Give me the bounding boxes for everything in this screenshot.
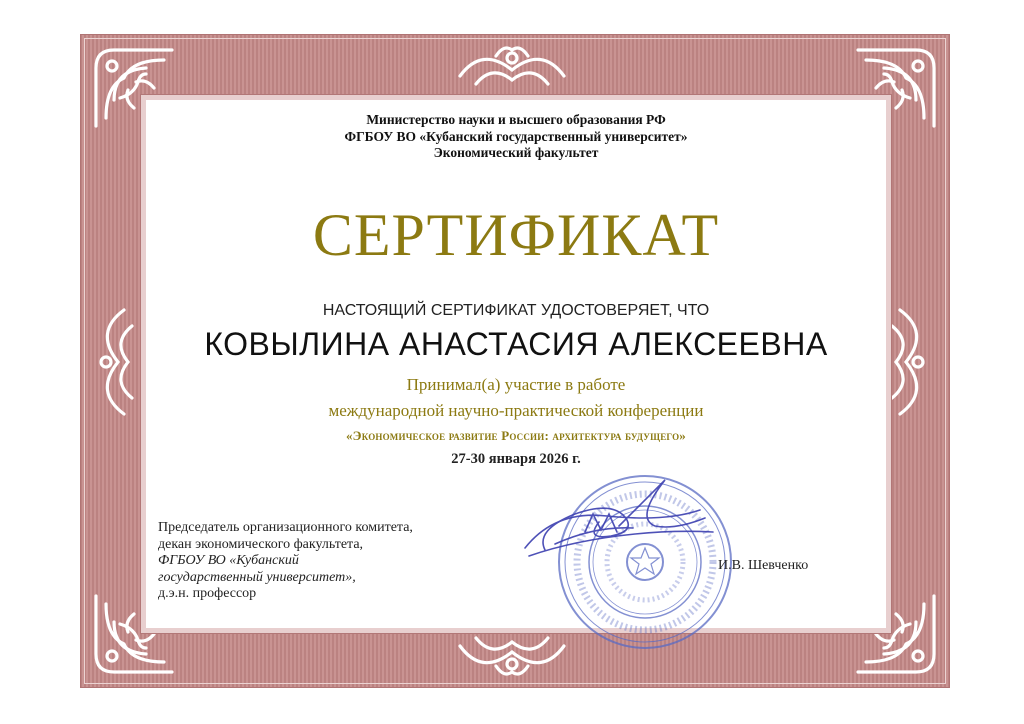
- participation-text: [146, 372, 886, 424]
- faculty-line: Экономический факультет: [433, 145, 599, 160]
- ornament-edge-icon: [84, 302, 144, 422]
- signatory-line-2: декан экономического факультета,: [158, 536, 364, 552]
- signatory-line-4: государственный университет»,: [158, 569, 356, 585]
- handwritten-signature: [515, 470, 715, 580]
- signatory-name: И.В. Шевченко: [718, 558, 809, 573]
- participation-line-1: Принимал(а) участие в работе: [406, 375, 626, 394]
- signatory-block: [158, 520, 413, 603]
- signatory-line-5: д.э.н. профессор: [158, 586, 257, 601]
- signatory-line-3: ФГБОУ ВО «Кубанский: [158, 553, 299, 568]
- recipient-name: КОВЫЛИНА АНАСТАСИЯ АЛЕКСЕЕВНА: [204, 326, 828, 362]
- certificate-title: СЕРТИФИКАТ: [312, 202, 720, 268]
- ornament-edge-icon: [880, 302, 940, 422]
- conference-dates: 27-30 января 2026 г.: [451, 451, 581, 467]
- university-line: ФГБОУ ВО «Кубанский государственный университет»: [344, 128, 688, 144]
- conference-name: «Экономическое развитие России: архитектура будущего»: [345, 428, 687, 443]
- certifies-text: НАСТОЯЩИЙ СЕРТИФИКАТ УДОСТОВЕРЯЕТ, ЧТО: [322, 302, 710, 319]
- participation-line-2: международной научно-практической конференции: [328, 401, 704, 420]
- signatory-line-1: Председатель организационного комитета,: [158, 520, 413, 535]
- ornament-edge-icon: [452, 626, 572, 686]
- issuer-header: [146, 112, 886, 162]
- ministry-line: Министерство науки и высшего образования РФ: [366, 112, 666, 127]
- ornament-edge-icon: [452, 36, 572, 96]
